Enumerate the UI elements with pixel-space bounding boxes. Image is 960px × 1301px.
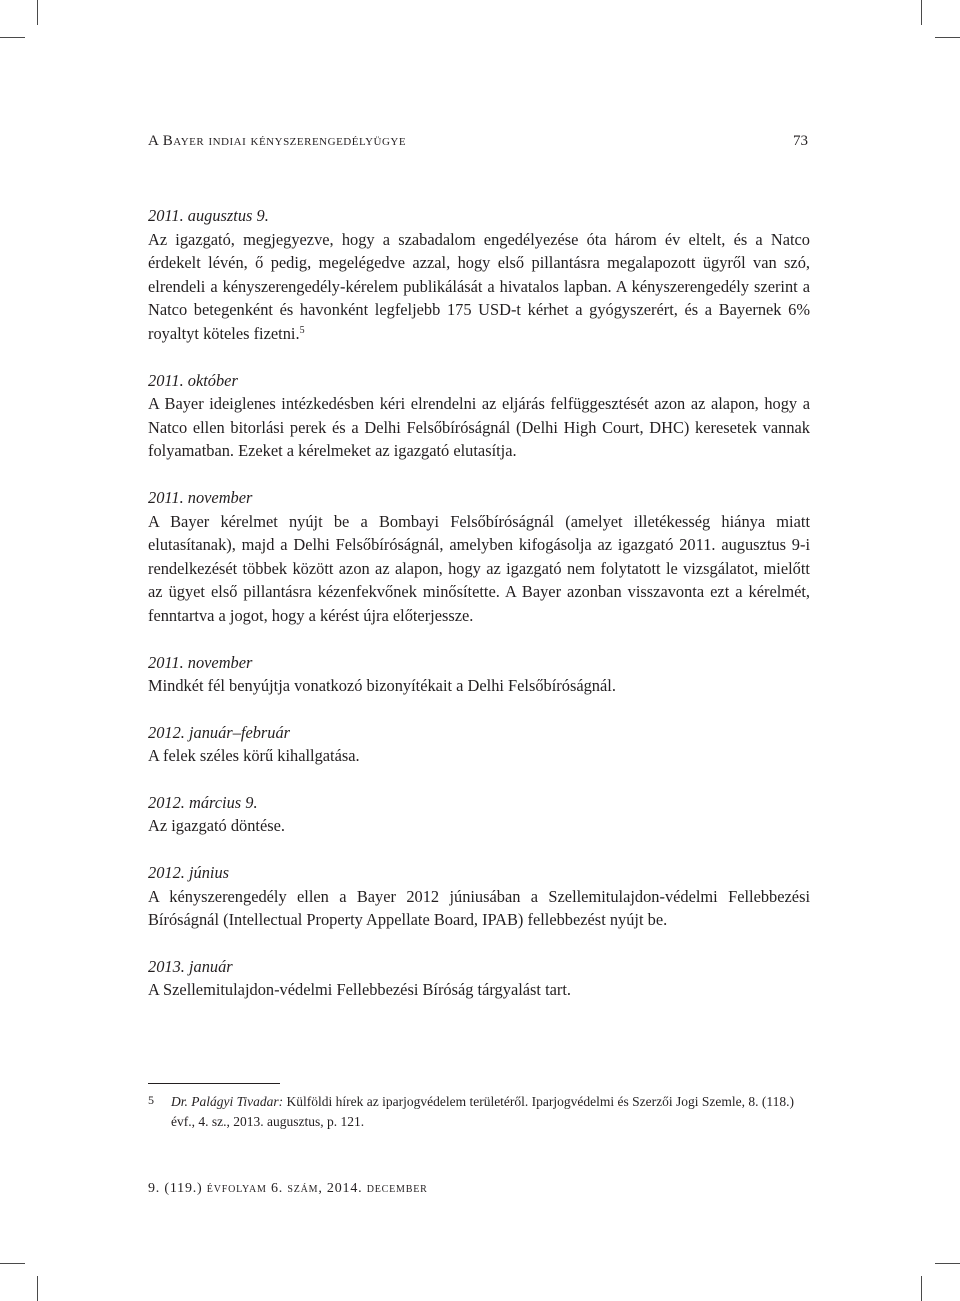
footnote-text: Dr. Palágyi Tivadar: Külföldi hírek az iparjogvédelem területéről. Iparjogvédelmi és Szerzői Jogi Szemle, 8. (118.) évf., 4. sz., 2013. augusztus, p. 121.	[171, 1094, 794, 1129]
entry-text: Az igazgató döntése.	[148, 816, 285, 836]
chronology	[148, 204, 810, 1025]
chronology-entry	[148, 861, 810, 932]
footnote	[148, 1092, 810, 1132]
chronology-entry	[148, 791, 810, 838]
chronology-entry	[148, 721, 810, 768]
entry-date: 2013. január	[148, 956, 233, 976]
entry-date: 2011. november	[148, 487, 253, 507]
chronology-entry	[148, 369, 810, 463]
crop-mark	[935, 37, 960, 38]
crop-mark	[0, 37, 25, 38]
crop-mark	[921, 0, 922, 25]
entry-date: 2012. március 9.	[148, 792, 258, 812]
chronology-entry	[148, 204, 810, 346]
page-number: 73	[793, 133, 808, 149]
entry-text: A kényszerengedély ellen a Bayer 2012 júniusában a Szellemitulajdon-védelmi Fellebbezési Bíróságnál (Intellectual Property Appellate Board, IPAB) fellebbezést nyújt be.	[148, 886, 810, 930]
entry-text: A Bayer kérelmet nyújt be a Bombayi Felsőbíróságnál (amelyet illetékesség hiánya miatt elutasítanak), majd a Delhi Felsőbíróságnál, amelyben kifogásolja az igazgató 2011. augusztus 9-i rendelkezését többek között azon az alapon, hogy az igazgató nem folytatott le vizsgálatot, mielőtt az ügyet első pillantásra kézenfekvőnek minősítette. A Bayer azonban visszavonta ezt a kérelmét, fenntartva a jogot, hogy a kérést újra előterjessze.	[148, 511, 810, 625]
crop-mark	[37, 0, 38, 25]
chronology-entry	[148, 955, 810, 1002]
entry-text: A Bayer ideiglenes intézkedésben kéri elrendelni az eljárás felfüggesztését azon az alapon, hogy a Natco ellen bitorlási perek és a Delhi Felsőbíróságnál (Delhi High Court, DHC) keresetek vannak folyamatban. Ezeket a kérelmeket az igazgató elutasítja.	[148, 394, 810, 461]
entry-date: 2012. január–február	[148, 722, 291, 742]
chronology-entry	[148, 486, 810, 628]
crop-mark	[37, 1276, 38, 1301]
footnote-number: 5	[148, 1093, 154, 1107]
crop-mark	[935, 1263, 960, 1264]
crop-mark	[921, 1276, 922, 1301]
entry-text: Mindkét fél benyújtja vonatkozó bizonyítékait a Delhi Felsőbíróságnál.	[148, 676, 616, 696]
entry-text: A Szellemitulajdon-védelmi Fellebbezési Bíróság tárgyalást tart.	[148, 980, 572, 1000]
chronology-entry	[148, 651, 810, 698]
running-head	[148, 133, 808, 155]
entry-date: 2011. október	[148, 370, 238, 390]
footnote-author: Dr. Palágyi Tivadar:	[171, 1094, 284, 1109]
entry-text: Az igazgató, megjegyezve, hogy a szabadalom engedélyezése óta három év eltelt, és a Natco érdekelt lévén, ő pedig, megelégedve azzal, hogy első pillantásra megalapozott ügyről van szó, elrendeli a kényszerengedély-kérelem publikálását a hivatalos lapban. A kényszerengedély szerint a Natco betegenként és havonként legfeljebb 175 USD-t kérhet a gyógyszerért, és a Bayernek 6% royaltyt köteles fizetni.$^5$	[148, 229, 810, 343]
entry-date: 2011. augusztus 9.	[148, 206, 269, 225]
entry-date: 2011. november	[148, 652, 253, 672]
issue-footer: 9. (119.) évfolyam 6. szám, 2014. december	[148, 1181, 428, 1196]
crop-mark	[0, 1263, 25, 1264]
footnote-divider	[148, 1083, 280, 1084]
footnote-ref[interactable]: 5	[299, 324, 305, 336]
running-title: A Bayer indiai kényszerengedélyügye	[148, 133, 407, 149]
entry-text: A felek széles körű kihallgatása.	[148, 746, 360, 766]
entry-date: 2012. június	[148, 863, 230, 883]
